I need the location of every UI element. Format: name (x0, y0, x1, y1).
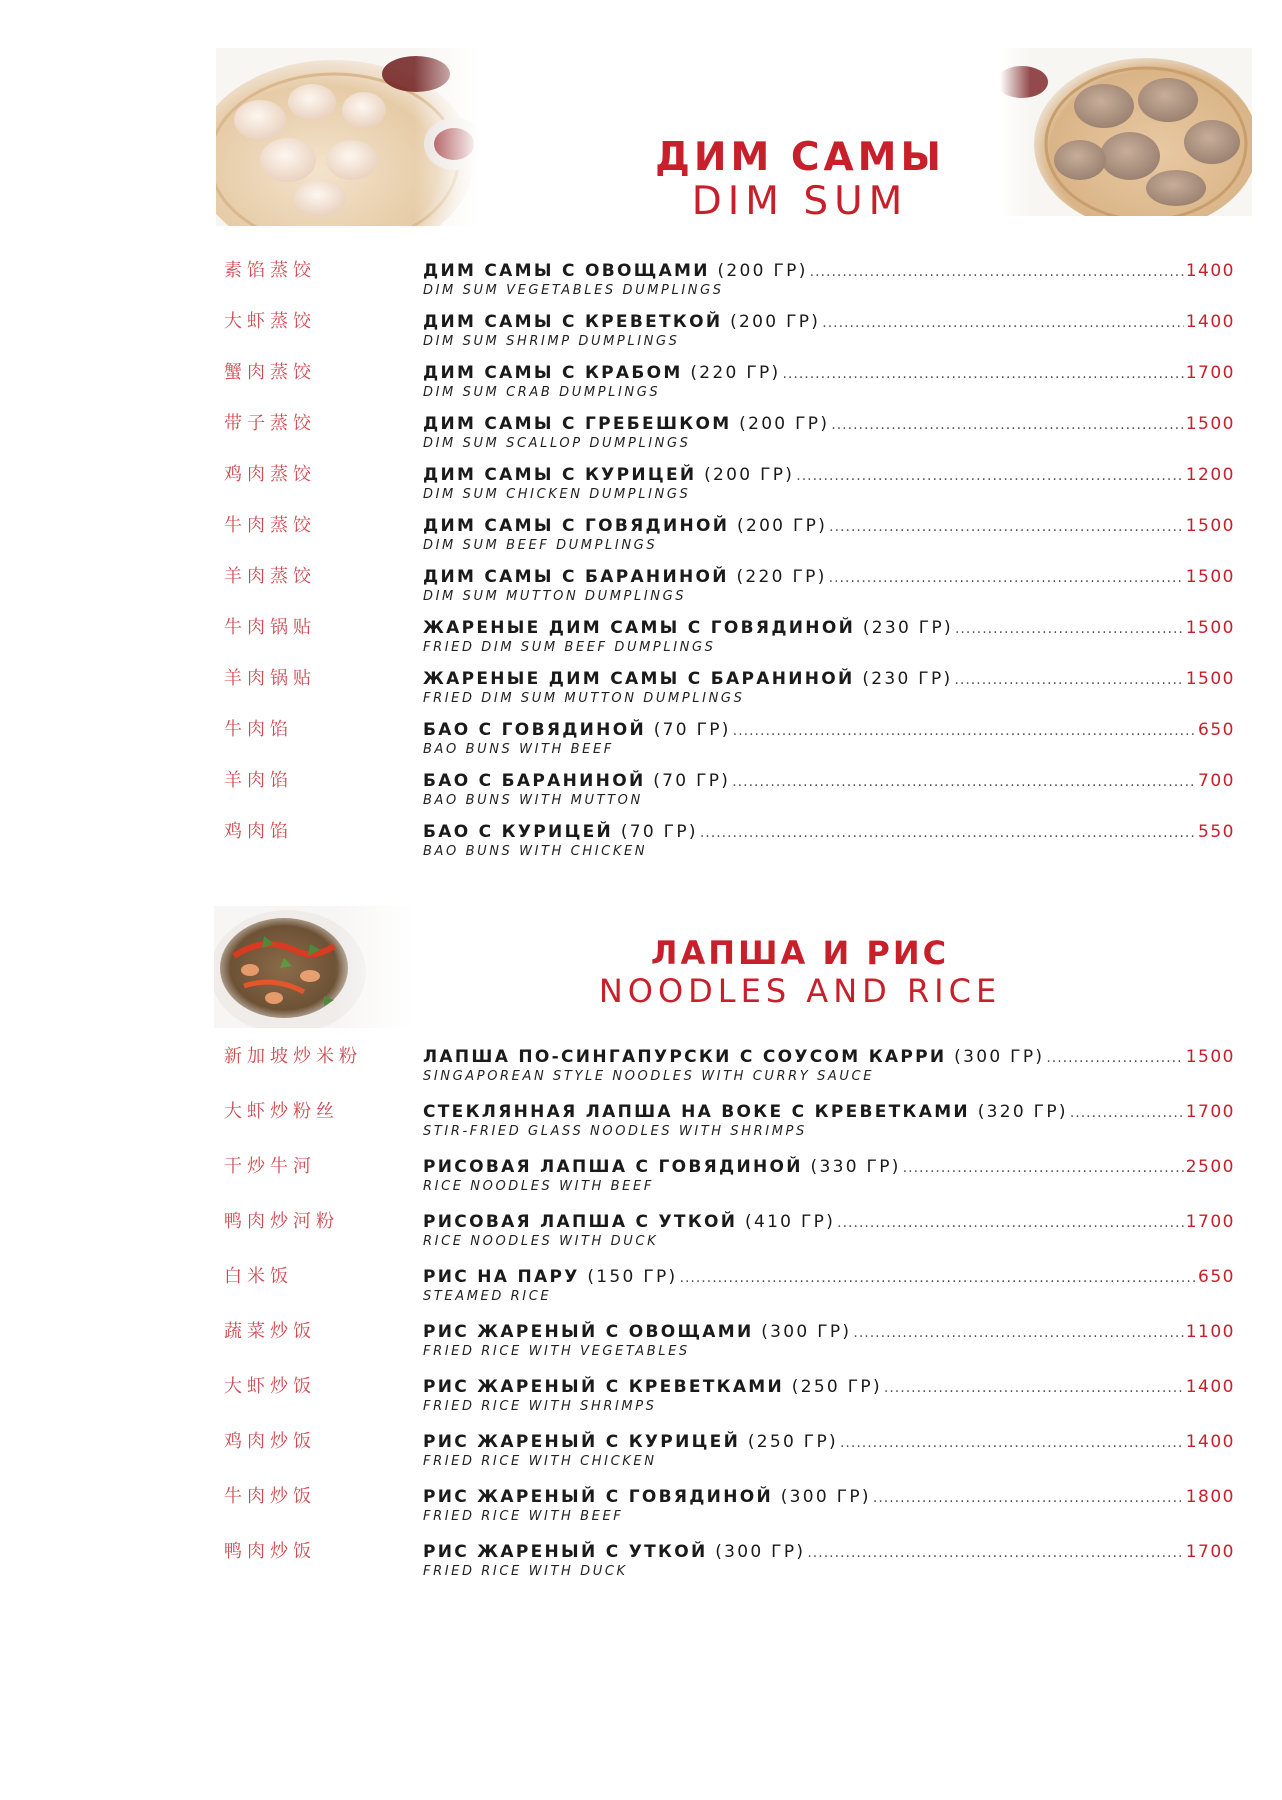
item-english-name: SINGAPOREAN STYLE NOODLES WITH CURRY SAUCE (423, 1069, 875, 1084)
item-english-name: RICE NOODLES WITH DUCK (423, 1234, 659, 1249)
item-chinese-name: 牛肉炒饭 (224, 1486, 316, 1507)
menu-item (0, 770, 1282, 814)
item-price: 1500 (1185, 567, 1235, 587)
item-chinese-name: 羊肉锅贴 (224, 668, 316, 689)
item-chinese-name: 大虾炒饭 (224, 1376, 316, 1397)
noodles-title-ru: ЛАПША И РИС (650, 934, 950, 972)
item-russian-name: РИСОВАЯ ЛАПША С ГОВЯДИНОЙ (423, 1157, 803, 1177)
item-english-name: STEAMED RICE (423, 1289, 552, 1304)
item-russian-name: ДИМ САМЫ С КРЕВЕТКОЙ (423, 312, 723, 332)
item-russian-name: РИС НА ПАРУ (423, 1267, 580, 1287)
item-russian-name: РИС ЖАРЕНЫЙ С КУРИЦЕЙ (423, 1432, 741, 1452)
item-chinese-name: 鸭肉炒河粉 (224, 1211, 339, 1232)
menu-item (0, 1046, 1282, 1090)
dot-leader (954, 669, 1183, 691)
item-english-name: FRIED DIM SUM BEEF DUMPLINGS (423, 640, 716, 655)
item-price: 1400 (1185, 1377, 1235, 1397)
item-price: 1500 (1185, 669, 1235, 689)
menu-item (0, 617, 1282, 661)
dot-leader (840, 1432, 1184, 1454)
item-russian-name: ЖАРЕНЫЕ ДИМ САМЫ С БАРАНИНОЙ (423, 669, 855, 689)
item-english-name: STIR-FRIED GLASS NOODLES WITH SHRIMPS (423, 1124, 807, 1139)
item-weight: (300 ГР) (780, 1487, 871, 1507)
dot-leader (903, 1157, 1184, 1179)
menu-item (0, 413, 1282, 457)
item-chinese-name: 牛肉锅贴 (224, 617, 316, 638)
item-weight: (200 ГР) (739, 414, 830, 434)
noodles-photo (214, 906, 414, 1028)
item-russian-name: ДИМ САМЫ С КУРИЦЕЙ (423, 465, 697, 485)
item-english-name: DIM SUM SCALLOP DUMPLINGS (423, 436, 691, 451)
item-price: 1100 (1185, 1322, 1235, 1342)
item-english-name: FRIED DIM SUM MUTTON DUMPLINGS (423, 691, 745, 706)
item-weight: (220 ГР) (736, 567, 827, 587)
item-weight: (300 ГР) (715, 1542, 806, 1562)
item-price: 1400 (1185, 261, 1235, 281)
item-weight: (250 ГР) (747, 1432, 838, 1452)
item-weight: (320 ГР) (977, 1102, 1068, 1122)
item-price: 1200 (1185, 465, 1235, 485)
item-weight: (230 ГР) (862, 669, 953, 689)
item-russian-name: ДИМ САМЫ С БАРАНИНОЙ (423, 567, 729, 587)
menu-item (0, 1156, 1282, 1200)
dot-leader (873, 1487, 1184, 1509)
dot-leader (733, 720, 1196, 742)
menu-item (0, 362, 1282, 406)
item-english-name: DIM SUM MUTTON DUMPLINGS (423, 589, 687, 604)
item-price: 1700 (1185, 1102, 1235, 1122)
dot-leader (831, 414, 1183, 436)
menu-item (0, 1266, 1282, 1310)
item-russian-name: БАО С ГОВЯДИНОЙ (423, 720, 646, 740)
item-russian-name: ЖАРЕНЫЕ ДИМ САМЫ С ГОВЯДИНОЙ (423, 618, 856, 638)
item-english-name: BAO BUNS WITH CHICKEN (423, 844, 648, 859)
item-price: 1400 (1185, 1432, 1235, 1452)
item-price: 1500 (1185, 1047, 1235, 1067)
dim-sum-title-en: DIM SUM (691, 179, 909, 224)
item-weight: (70 ГР) (653, 771, 731, 791)
item-weight: (70 ГР) (653, 720, 731, 740)
item-price: 1800 (1185, 1487, 1235, 1507)
item-weight: (250 ГР) (791, 1377, 882, 1397)
item-weight: (200 ГР) (704, 465, 795, 485)
item-chinese-name: 鸡肉蒸饺 (224, 464, 316, 485)
item-weight: (300 ГР) (954, 1047, 1045, 1067)
item-price: 1500 (1185, 618, 1235, 638)
item-weight: (230 ГР) (862, 618, 953, 638)
item-price: 2500 (1185, 1157, 1235, 1177)
noodles-title-en: NOODLES AND RICE (598, 972, 1002, 1010)
item-weight: (70 ГР) (620, 822, 698, 842)
item-russian-name: РИС ЖАРЕНЫЙ С УТКОЙ (423, 1542, 708, 1562)
menu-item (0, 1211, 1282, 1255)
dot-leader (807, 1542, 1183, 1564)
item-chinese-name: 带子蒸饺 (224, 413, 316, 434)
item-chinese-name: 羊肉馅 (224, 770, 293, 791)
item-chinese-name: 鸡肉馅 (224, 821, 293, 842)
item-english-name: FRIED RICE WITH DUCK (423, 1564, 628, 1579)
item-russian-name: ДИМ САМЫ С ГРЕБЕШКОМ (423, 414, 732, 434)
menu-item (0, 464, 1282, 508)
item-chinese-name: 牛肉蒸饺 (224, 515, 316, 536)
item-price: 1500 (1185, 414, 1235, 434)
dot-leader (810, 261, 1184, 283)
item-russian-name: РИСОВАЯ ЛАПША С УТКОЙ (423, 1212, 738, 1232)
item-weight: (220 ГР) (690, 363, 781, 383)
menu-item (0, 1541, 1282, 1585)
item-chinese-name: 新加坡炒米粉 (224, 1046, 362, 1067)
menu-item (0, 1376, 1282, 1420)
item-english-name: FRIED RICE WITH VEGETABLES (423, 1344, 690, 1359)
dim-sum-photo-right (1000, 48, 1252, 216)
dot-leader (829, 567, 1184, 589)
item-english-name: DIM SUM BEEF DUMPLINGS (423, 538, 658, 553)
menu-item (0, 1486, 1282, 1530)
item-russian-name: РИС ЖАРЕНЫЙ С КРЕВЕТКАМИ (423, 1377, 785, 1397)
dot-leader (680, 1267, 1197, 1289)
menu-item (0, 1321, 1282, 1365)
dot-leader (853, 1322, 1183, 1344)
dot-leader (829, 516, 1184, 538)
item-chinese-name: 素馅蒸饺 (224, 260, 316, 281)
item-english-name: FRIED RICE WITH BEEF (423, 1509, 624, 1524)
item-weight: (410 ГР) (745, 1212, 836, 1232)
dot-leader (884, 1377, 1184, 1399)
dot-leader (837, 1212, 1184, 1234)
item-price: 1700 (1185, 1542, 1235, 1562)
menu-item (0, 566, 1282, 610)
item-price: 650 (1198, 720, 1235, 740)
item-english-name: BAO BUNS WITH BEEF (423, 742, 614, 757)
menu-item (0, 719, 1282, 763)
item-russian-name: РИС ЖАРЕНЫЙ С ОВОЩАМИ (423, 1322, 754, 1342)
item-weight: (150 ГР) (587, 1267, 678, 1287)
item-chinese-name: 蟹肉蒸饺 (224, 362, 316, 383)
item-chinese-name: 干炒牛河 (224, 1156, 316, 1177)
item-english-name: FRIED RICE WITH CHICKEN (423, 1454, 657, 1469)
item-chinese-name: 大虾炒粉丝 (224, 1101, 339, 1122)
item-chinese-name: 牛肉馅 (224, 719, 293, 740)
item-russian-name: ДИМ САМЫ С КРАБОМ (423, 363, 683, 383)
item-price: 1400 (1185, 312, 1235, 332)
dim-sum-title-ru: ДИМ САМЫ (655, 135, 945, 180)
dot-leader (782, 363, 1183, 385)
dim-sum-photo-left (216, 48, 480, 226)
item-weight: (330 ГР) (810, 1157, 901, 1177)
dot-leader (1046, 1047, 1183, 1069)
item-chinese-name: 鸡肉炒饭 (224, 1431, 316, 1452)
dot-leader (1070, 1102, 1184, 1124)
item-weight: (300 ГР) (761, 1322, 852, 1342)
menu-item (0, 1101, 1282, 1145)
item-chinese-name: 羊肉蒸饺 (224, 566, 316, 587)
dot-leader (822, 312, 1183, 334)
dot-leader (700, 822, 1196, 844)
item-chinese-name: 大虾蒸饺 (224, 311, 316, 332)
noodles-heading (590, 934, 1010, 1010)
item-price: 1700 (1185, 1212, 1235, 1232)
item-weight: (200 ГР) (717, 261, 808, 281)
dot-leader (955, 618, 1184, 640)
menu-item (0, 668, 1282, 712)
menu-item (0, 821, 1282, 865)
item-price: 650 (1198, 1267, 1235, 1287)
item-russian-name: БАО С КУРИЦЕЙ (423, 822, 614, 842)
dim-sum-heading (590, 136, 1010, 224)
item-russian-name: РИС ЖАРЕНЫЙ С ГОВЯДИНОЙ (423, 1487, 774, 1507)
item-english-name: FRIED RICE WITH SHRIMPS (423, 1399, 657, 1414)
item-english-name: BAO BUNS WITH MUTTON (423, 793, 643, 808)
item-english-name: DIM SUM CHICKEN DUMPLINGS (423, 487, 691, 502)
item-price: 550 (1198, 822, 1235, 842)
item-price: 700 (1198, 771, 1235, 791)
menu-item (0, 311, 1282, 355)
dot-leader (796, 465, 1183, 487)
item-russian-name: ЛАПША ПО-СИНГАПУРСКИ С СОУСОМ КАРРИ (423, 1047, 947, 1067)
item-english-name: DIM SUM SHRIMP DUMPLINGS (423, 334, 680, 349)
item-price: 1700 (1185, 363, 1235, 383)
item-russian-name: ДИМ САМЫ С ГОВЯДИНОЙ (423, 516, 730, 536)
menu-item (0, 260, 1282, 304)
item-russian-name: БАО С БАРАНИНОЙ (423, 771, 646, 791)
item-chinese-name: 蔬菜炒饭 (224, 1321, 316, 1342)
item-chinese-name: 白米饭 (224, 1266, 293, 1287)
item-english-name: DIM SUM CRAB DUMPLINGS (423, 385, 661, 400)
item-chinese-name: 鸭肉炒饭 (224, 1541, 316, 1562)
menu-item (0, 1431, 1282, 1475)
item-russian-name: ДИМ САМЫ С ОВОЩАМИ (423, 261, 710, 281)
item-weight: (200 ГР) (737, 516, 828, 536)
item-weight: (200 ГР) (730, 312, 821, 332)
item-english-name: DIM SUM VEGETABLES DUMPLINGS (423, 283, 724, 298)
item-russian-name: СТЕКЛЯННАЯ ЛАПША НА ВОКЕ С КРЕВЕТКАМИ (423, 1102, 970, 1122)
dot-leader (732, 771, 1196, 793)
item-english-name: RICE NOODLES WITH BEEF (423, 1179, 654, 1194)
menu-item (0, 515, 1282, 559)
item-price: 1500 (1185, 516, 1235, 536)
